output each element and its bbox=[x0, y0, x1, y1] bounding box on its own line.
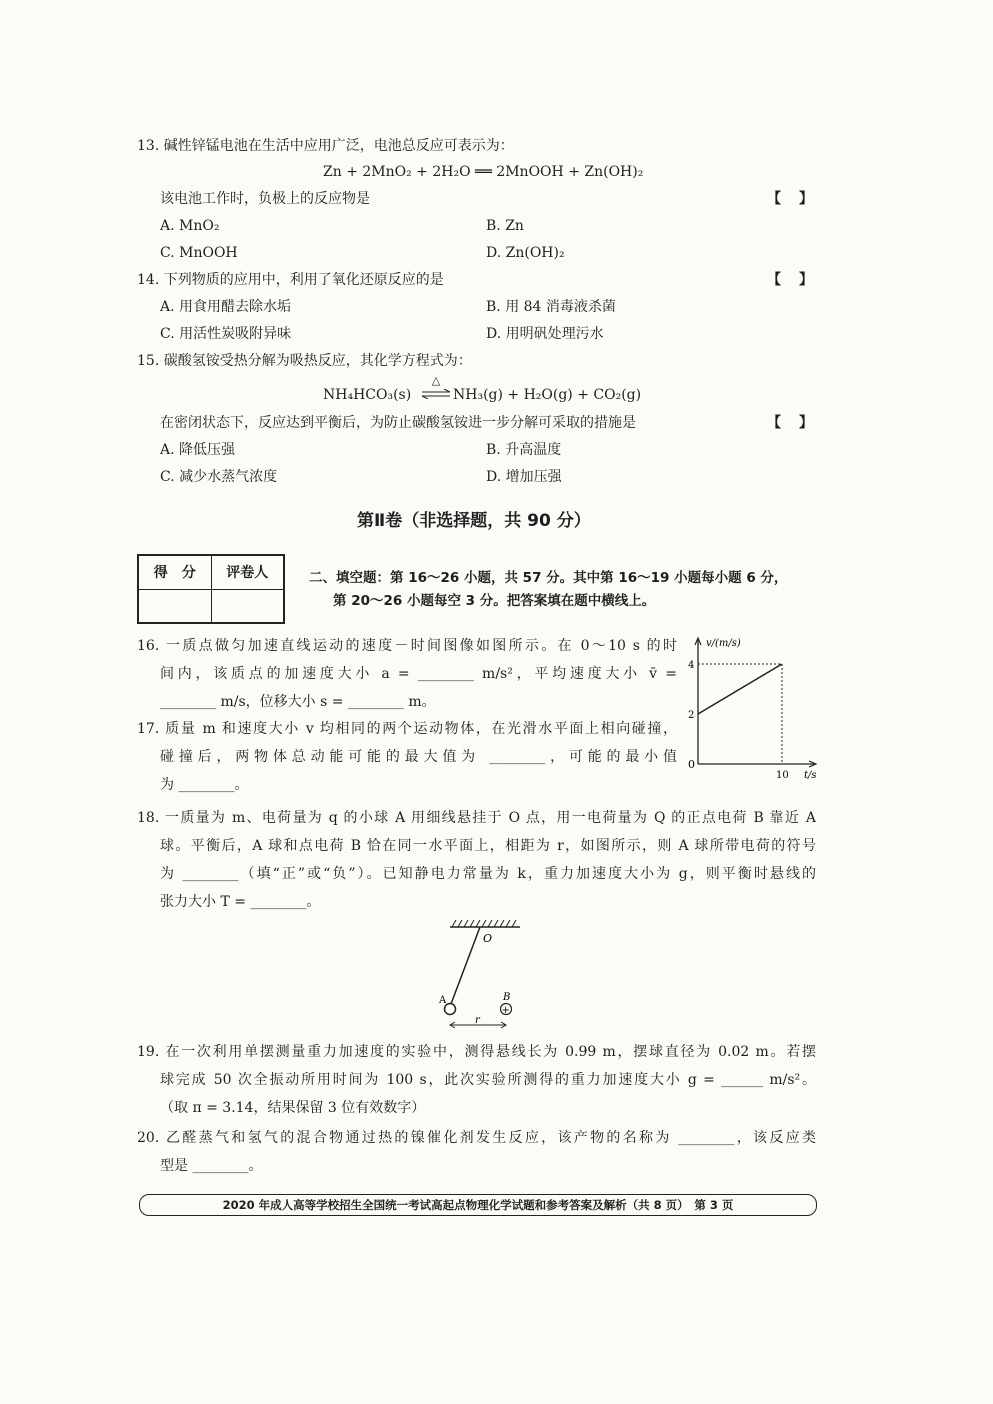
suspension-thread bbox=[451, 927, 480, 1004]
point-o-label: O bbox=[483, 932, 493, 945]
ceiling-hatch bbox=[452, 920, 516, 927]
velocity-time-chart bbox=[682, 632, 822, 784]
chart-y-tick-label: 2 bbox=[688, 710, 695, 721]
plus-sign-icon: + bbox=[501, 1005, 510, 1016]
q13-equation: Zn + 2MnO₂ + 2H₂O ══ 2MnOOH + Zn(OH)₂ bbox=[323, 164, 644, 180]
score-box-grader-cell bbox=[211, 589, 284, 623]
q15-option-a: A. 降低压强 bbox=[160, 442, 236, 458]
chart-y-tick-label: 4 bbox=[688, 660, 695, 671]
q13-option-b: B. Zn bbox=[486, 218, 524, 234]
q13-option-c: C. MnOOH bbox=[160, 245, 238, 261]
ball-a-label: A bbox=[439, 995, 447, 1006]
equilibrium-arrow-icon bbox=[421, 389, 451, 399]
q14-answer-bracket: 【 】 bbox=[767, 272, 815, 288]
q17-line3: 为 ________。 bbox=[160, 777, 249, 793]
q15-stem: 15. 碳酸氢铵受热分解为吸热反应，其化学方程式为： bbox=[137, 353, 472, 369]
score-box-score-label: 得 分 bbox=[138, 555, 211, 589]
q18-line3: 为 ________（填“正”或“负”）。已知静电力常量为 k，重力加速度大小为 g，则平衡时悬线的 bbox=[160, 866, 816, 882]
q14-option-c: C. 用活性炭吸附异味 bbox=[160, 326, 292, 342]
chart-x-tick-label: 10 bbox=[776, 770, 789, 781]
q13-ask: 该电池工作时，负极上的反应物是 bbox=[160, 191, 370, 207]
q17-line2: 碰撞后，两物体总动能可能的最大值为 ________，可能的最小值 bbox=[160, 749, 677, 765]
q14-option-a: A. 用食用醋去除水垢 bbox=[160, 299, 292, 315]
q17-line1: 17. 质量 m 和速度大小 v 均相同的两个运动物体，在光滑水平面上相向碰撞， bbox=[137, 721, 677, 737]
score-box-grader-label: 评卷人 bbox=[211, 555, 284, 589]
q13-stem: 13. 碱性锌锰电池在生活中应用广泛，电池总反应可表示为： bbox=[137, 138, 514, 154]
q16-line3: ________ m/s，位移大小 s = ________ m。 bbox=[160, 694, 436, 710]
q15-option-b: B. 升高温度 bbox=[486, 442, 562, 458]
q15-option-d: D. 增加压强 bbox=[486, 469, 562, 485]
q15-ask: 在密闭状态下，反应达到平衡后，为防止碳酸氢铵进一步分解可采取的措施是 bbox=[160, 415, 636, 431]
pendulum-figure bbox=[430, 915, 530, 1035]
chart-series-line bbox=[698, 664, 782, 714]
q14-option-d: D. 用明矾处理污水 bbox=[486, 326, 604, 342]
score-box bbox=[137, 554, 285, 624]
q18-line1: 18. 一质量为 m、电荷量为 q 的小球 A 用细线悬挂于 O 点，用一电荷量为 Q 的正点电荷 B 靠近 A bbox=[137, 810, 816, 826]
q15-answer-bracket: 【 】 bbox=[767, 415, 815, 431]
q15-option-c: C. 减少水蒸气浓度 bbox=[160, 469, 278, 485]
part2-title: 第Ⅱ卷（非选择题，共 90 分） bbox=[357, 511, 591, 531]
distance-r-label: r bbox=[475, 1015, 480, 1026]
q16-line2: 间内，该质点的加速度大小 a = ________ m/s²，平均速度大小 v̄ = bbox=[160, 666, 677, 682]
section-instruction-line2: 第 20～26 小题每空 3 分。把答案填在题中横线上。 bbox=[333, 593, 656, 609]
chart-x-axis-label: t/s bbox=[804, 770, 817, 781]
q18-line4: 张力大小 T = ________。 bbox=[160, 894, 321, 910]
q20-line2: 型是 ________。 bbox=[160, 1158, 263, 1174]
q14-stem: 14. 下列物质的应用中，利用了氧化还原反应的是 bbox=[137, 272, 444, 288]
q13-option-a: A. MnO₂ bbox=[160, 218, 220, 234]
q15-equation-left: NH₄HCO₃(s) bbox=[323, 387, 412, 403]
charge-b-label: B bbox=[503, 992, 511, 1003]
q15-equation-condition: △ bbox=[431, 374, 441, 387]
chart-origin-label: 0 bbox=[688, 758, 695, 771]
q20-line1: 20. 乙醛蒸气和氢气的混合物通过热的镍催化剂发生反应，该产物的名称为 ________，该反应类 bbox=[137, 1130, 816, 1146]
page-footer: 2020 年成人高等学校招生全国统一考试高起点物理化学试题和参考答案及解析（共 8 页） 第 3 页 bbox=[139, 1194, 817, 1216]
section-instruction-line1: 二、填空题：第 16～26 小题，共 57 分。其中第 16～19 小题每小题 6 分， bbox=[309, 570, 788, 586]
chart-y-axis-label: v/(m/s) bbox=[706, 638, 741, 649]
q18-line2: 球。平衡后，A 球和点电荷 B 恰在同一水平面上，相距为 r，如图所示，则 A 球所带电荷的符号 bbox=[160, 838, 816, 854]
q16-line1: 16. 一质点做匀加速直线运动的速度－时间图像如图所示。在 0～10 s 的时 bbox=[137, 638, 677, 654]
q13-answer-bracket: 【 】 bbox=[767, 191, 815, 207]
q13-option-d: D. Zn(OH)₂ bbox=[486, 245, 565, 261]
score-box-score-cell bbox=[138, 589, 211, 623]
q19-line3: （取 π = 3.14，结果保留 3 位有效数字） bbox=[160, 1100, 426, 1116]
q15-equation-right: NH₃(g) + H₂O(g) + CO₂(g) bbox=[453, 387, 642, 403]
q19-line1: 19. 在一次利用单摆测量重力加速度的实验中，测得悬线长为 0.99 m，摆球直径为 0.02 m。若摆 bbox=[137, 1044, 816, 1060]
q14-option-b: B. 用 84 消毒液杀菌 bbox=[486, 299, 616, 315]
q19-line2: 球完成 50 次全振动所用时间为 100 s，此次实验所测得的重力加速度大小 g = ______ m/s²。 bbox=[160, 1072, 816, 1088]
